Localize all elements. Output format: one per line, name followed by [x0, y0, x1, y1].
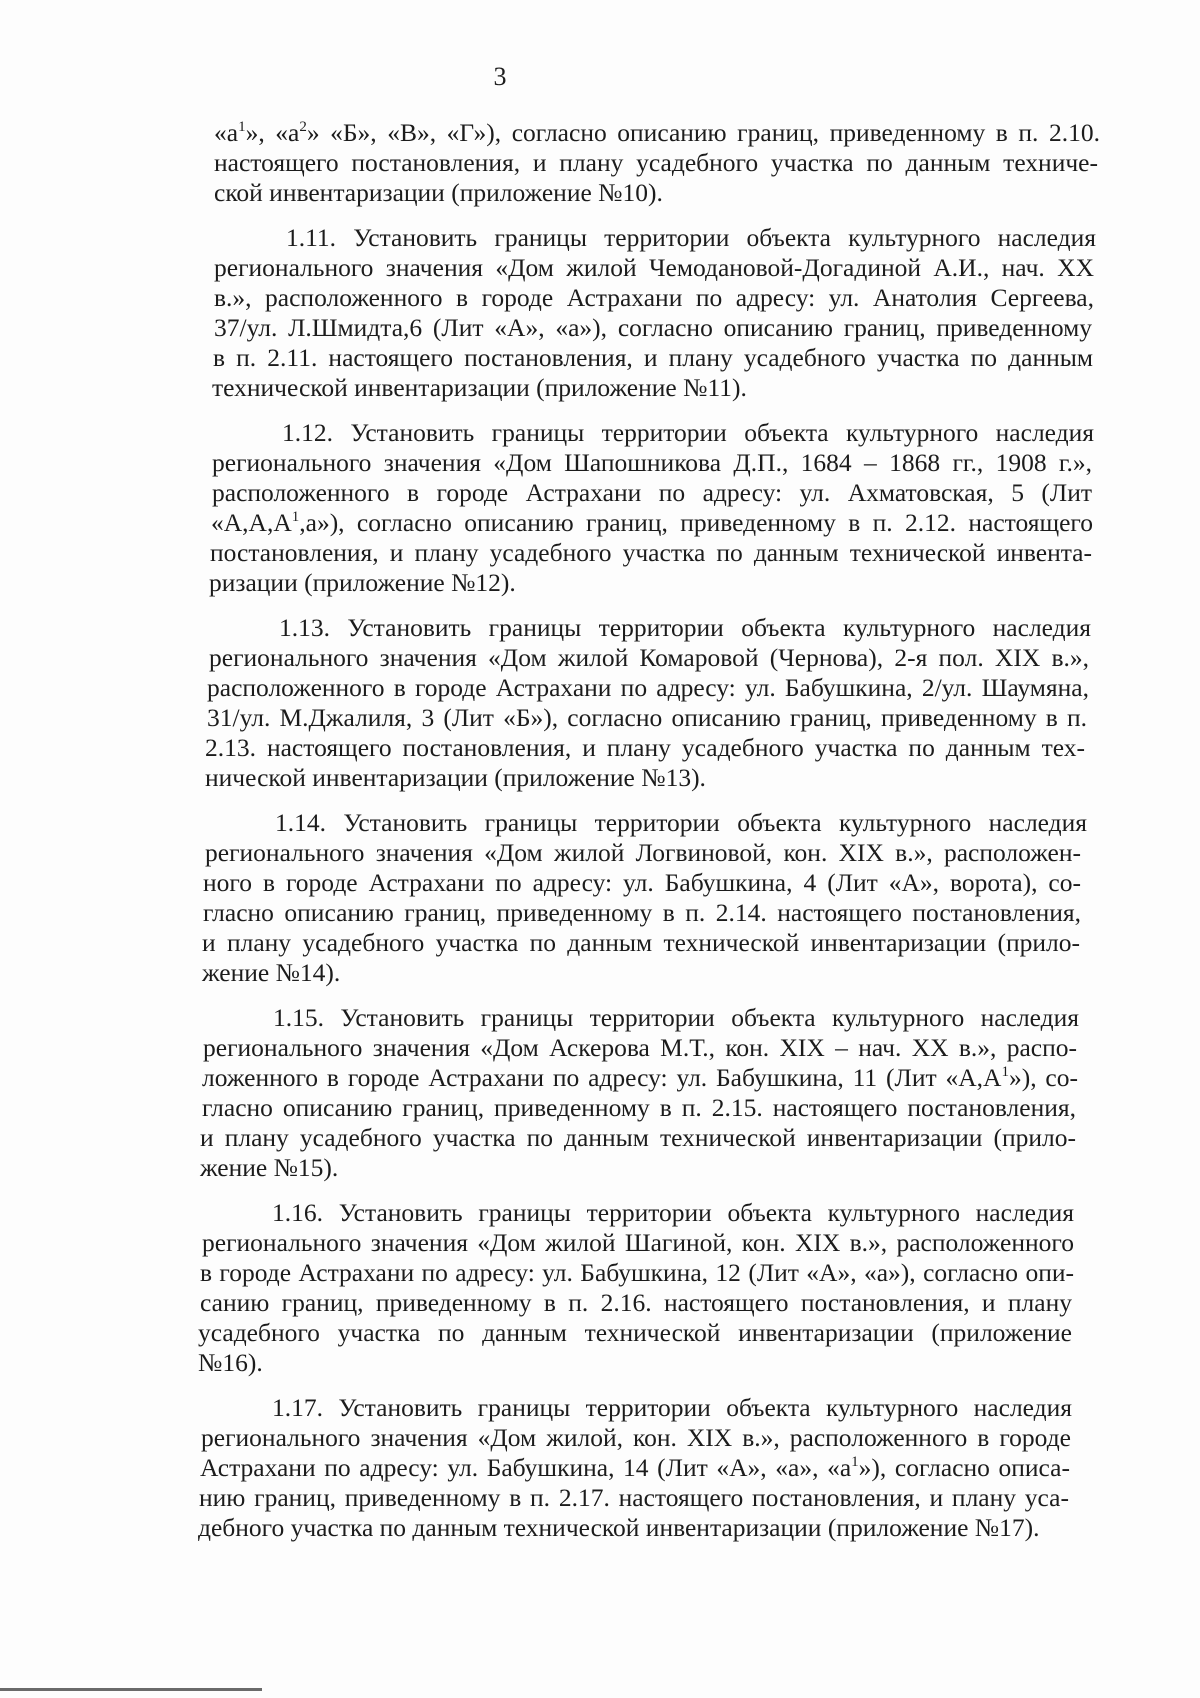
text-line: санию границ, приведенному в п. 2.16. настоящего постановления, и плану — [200, 1290, 1072, 1317]
text-line: технической инвентаризации (приложение №11). — [212, 373, 747, 402]
text-line: 1.12. Установить границы территории объекта культурного наследия — [282, 420, 1094, 447]
text-line: 2.13. настоящего постановления, и плану усадебного участка по данным тех- — [205, 735, 1085, 762]
text-line: постановления, и плану усадебного участка по данным технической инвента- — [210, 540, 1092, 567]
text-line: «$А,А,А^1,а$»), согласно описанию границ, приведенному в п. 2.12. настоящего — [211, 510, 1093, 537]
text-line: настоящего постановления, и плану усадебного участка по данным техниче- — [214, 150, 1098, 177]
text-line: усадебного участка по данным технической инвентаризации (приложение — [198, 1320, 1072, 1347]
text-line: регионального значения «Дом Аскерова М.Т., кон. XIX – нач. XX в.», распо- — [203, 1035, 1077, 1062]
text-line: 1.17. Установить границы территории объекта культурного наследия — [272, 1395, 1072, 1422]
text-line: 37/ул. Л.Шмидта,6 (Лит «А», «а»), согласно описанию границ, приведенному — [214, 315, 1092, 342]
text-line: Астрахани по адресу: ул. Бабушкина, 14 (Лит «А», «а», «$а^1$»), согласно описа- — [200, 1455, 1070, 1482]
text-line: нию границ, приведенному в п. 2.17. настоящего постановления, и плану уса- — [199, 1485, 1069, 1512]
text-line: 1.15. Установить границы территории объекта культурного наследия — [273, 1005, 1079, 1032]
page-number: 3 — [493, 62, 507, 91]
text-line: регионального значения «Дом Шапошникова Д.П., 1684 – 1868 гг., 1908 г.», — [212, 450, 1092, 477]
text-line: дебного участка по данным технической инвентаризации (приложение №17). — [198, 1513, 1040, 1542]
scan-edge-line — [0, 1688, 262, 1691]
text-line: гласно описанию границ, приведенному в п. 2.15. настоящего постановления, — [202, 1095, 1076, 1122]
text-line: и плану усадебного участка по данным технической инвентаризации (прило- — [202, 930, 1080, 957]
text-line: ризации (приложение №12). — [209, 568, 516, 597]
text-line: в п. 2.11. настоящего постановления, и плану усадебного участка по данным — [213, 345, 1093, 372]
text-line: в городе Астрахани по адресу: ул. Бабушкина, 12 (Лит «А», «а»), согласно опи- — [200, 1260, 1074, 1287]
text-line: регионального значения «Дом жилой Шагиной, кон. XIX в.», расположенного — [202, 1230, 1074, 1257]
text-line: 1.13. Установить границы территории объекта культурного наследия — [279, 615, 1091, 642]
text-line: 1.16. Установить границы территории объекта культурного наследия — [272, 1200, 1074, 1227]
text-line: жение №14). — [202, 958, 341, 987]
text-line: регионального значения «Дом жилой Чемодановой-Догадиной А.И., нач. XX — [214, 255, 1094, 282]
text-line: регионального значения «Дом жилой Логвиновой, кон. XIX в.», расположен- — [205, 840, 1081, 867]
text-line: в.», расположенного в городе Астрахани по адресу: ул. Анатолия Сергеева, — [214, 285, 1094, 312]
text-line: жение №15). — [200, 1153, 339, 1182]
text-line: 31/ул. М.Джалиля, 3 (Лит «Б»), согласно описанию границ, приведенному в п. — [207, 705, 1087, 732]
text-line: расположенного в городе Астрахани по адресу: ул. Ахматовская, 5 (Лит — [212, 480, 1092, 507]
text-line: №16). — [198, 1348, 263, 1377]
text-line: регионального значения «Дом жилой Комаровой (Чернова), 2-я пол. XIX в.», — [209, 645, 1089, 672]
text-line: ложенного в городе Астрахани по адресу: ул. Бабушкина, 11 (Лит «$А,А^1$»), со- — [202, 1065, 1078, 1092]
text-line: ской инвентаризации (приложение №10). — [214, 178, 663, 207]
text-line: 1.14. Установить границы территории объекта культурного наследия — [275, 810, 1087, 837]
text-line: регионального значения «Дом жилой, кон. XIX в.», расположенного в городе — [201, 1425, 1071, 1452]
text-line: расположенного в городе Астрахани по адресу: ул. Бабушкина, 2/ул. Шаумяна, — [207, 675, 1089, 702]
text-line: гласно описанию границ, приведенному в п. 2.14. настоящего постановления, — [203, 900, 1081, 927]
text-line: «$а^1$», «$а^2$» «Б», «В», «Г»), согласно описанию границ, приведенному в п. 2.10. — [214, 120, 1100, 147]
text-line: ного в городе Астрахани по адресу: ул. Бабушкина, 4 (Лит «А», ворота), со- — [203, 870, 1081, 897]
text-line: 1.11. Установить границы территории объекта культурного наследия — [286, 225, 1096, 252]
text-line: и плану усадебного участка по данным технической инвентаризации (прило- — [200, 1125, 1076, 1152]
text-line: нической инвентаризации (приложение №13). — [205, 763, 706, 792]
